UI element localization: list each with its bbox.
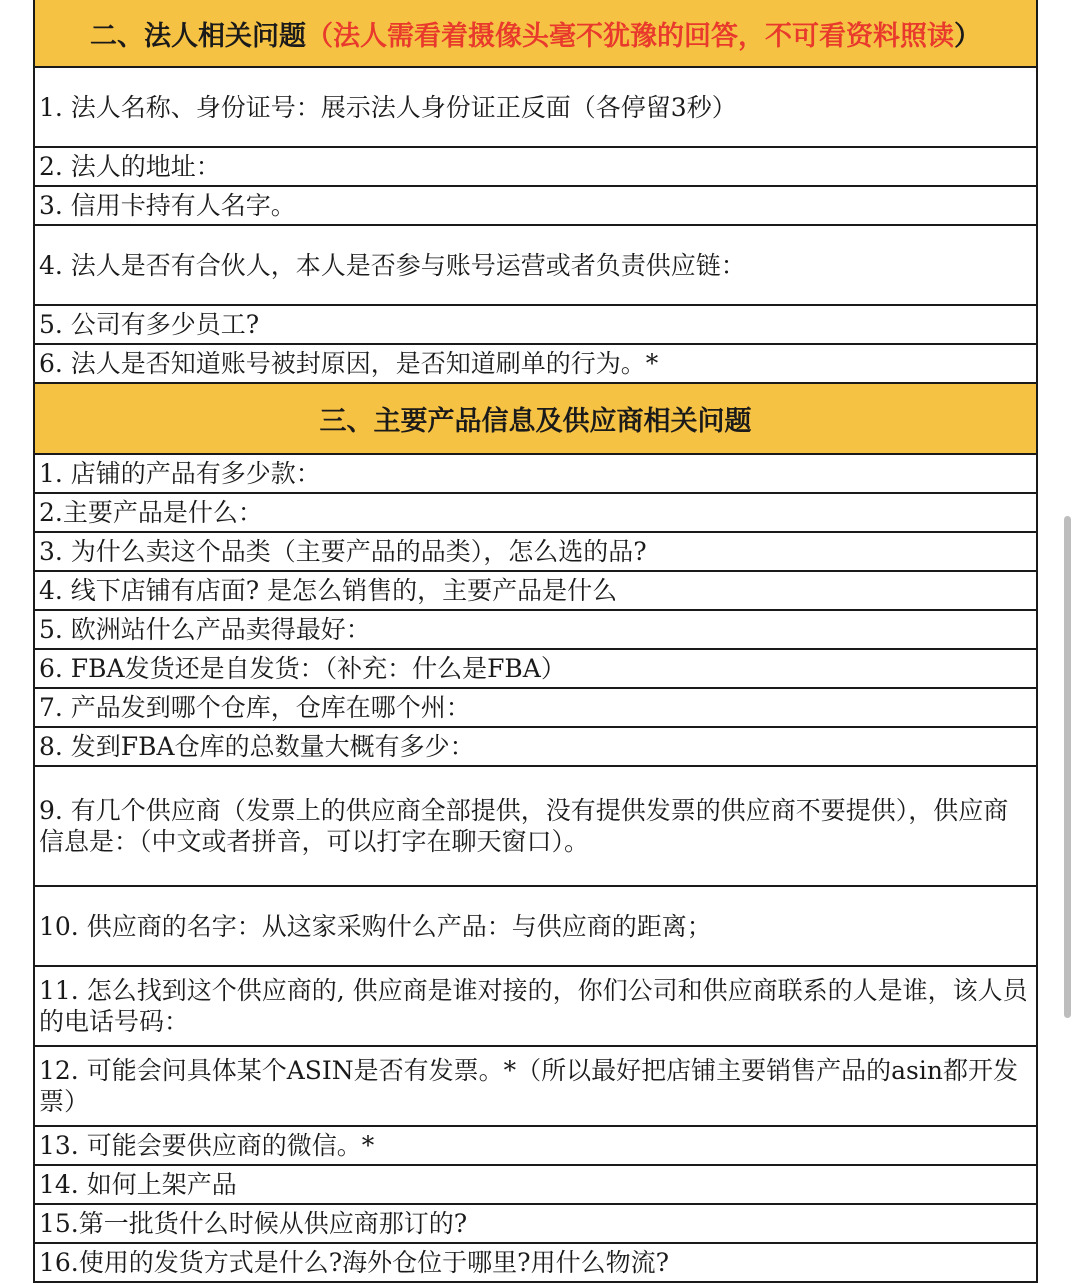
question-row (35, 533, 1036, 572)
question-text: 8. 发到FBA仓库的总数量大概有多少： (39, 732, 475, 761)
question-text: 3. 信用卡持有人名字。 (39, 191, 296, 220)
question-text: 10. 供应商的名字：从这家采购什么产品：与供应商的距离； (39, 911, 712, 941)
question-row (35, 1205, 1036, 1244)
question-text: 12. 可能会问具体某个ASIN是否有发票。*（所以最好把店铺主要销售产品的asin都开发票） (39, 1056, 1018, 1116)
question-row (35, 689, 1036, 728)
question-text: 2. 法人的地址： (39, 152, 221, 181)
question-row (35, 455, 1036, 494)
question-text: 13. 可能会要供应商的微信。* (39, 1131, 375, 1160)
section-3-header (35, 384, 1036, 455)
question-row (35, 767, 1036, 887)
question-row (35, 345, 1036, 384)
question-row (35, 887, 1036, 967)
question-row (35, 1047, 1036, 1127)
question-row (35, 1127, 1036, 1166)
question-text: 3. 为什么卖这个品类（主要产品的品类），怎么选的品? (39, 537, 647, 566)
question-row (35, 226, 1036, 306)
question-text: 4. 线下店铺有店面? 是怎么销售的，主要产品是什么 (39, 576, 618, 605)
section-2-close-paren: ） (954, 20, 981, 52)
section-3-title: 三、主要产品信息及供应商相关问题 (319, 406, 752, 437)
question-row (35, 306, 1036, 345)
question-text: 2.主要产品是什么： (39, 498, 263, 527)
section-2-title: 二、法人相关问题 (90, 20, 306, 52)
question-text: 4. 法人是否有合伙人，本人是否参与账号运营或者负责供应链： (39, 250, 746, 280)
question-row (35, 1166, 1036, 1205)
question-row (35, 494, 1036, 533)
question-text: 6. FBA发货还是自发货：（补充：什么是FBA） (39, 654, 566, 683)
question-row (35, 187, 1036, 226)
question-row (35, 1244, 1036, 1283)
question-row (35, 611, 1036, 650)
question-text: 7. 产品发到哪个仓库，仓库在哪个州： (39, 693, 471, 722)
question-row (35, 572, 1036, 611)
question-text: 5. 公司有多少员工? (39, 310, 260, 339)
question-text: 9. 有几个供应商（发票上的供应商全部提供，没有提供发票的供应商不要提供），供应商信息是：（中文或者拼音，可以打字在聊天窗口）。 (39, 796, 1009, 856)
scrollbar-thumb[interactable] (1064, 516, 1071, 1018)
question-row (35, 148, 1036, 187)
section-2-note: （法人需看着摄像头毫不犹豫的回答，不可看资料照读 (306, 20, 954, 52)
question-row (35, 967, 1036, 1047)
question-text: 11. 怎么找到这个供应商的, 供应商是谁对接的，你们公司和供应商联系的人是谁，该人员的电话号码： (39, 976, 1028, 1036)
question-text: 1. 法人名称、身份证号：展示法人身份证正反面（各停留3秒） (39, 92, 737, 122)
question-text: 5. 欧洲站什么产品卖得最好： (39, 615, 371, 644)
section-2-header (35, 0, 1036, 68)
question-text: 6. 法人是否知道账号被封原因，是否知道刷单的行为。* (39, 349, 659, 378)
question-text: 14. 如何上架产品 (39, 1170, 237, 1199)
question-text: 16.使用的发货方式是什么?海外仓位于哪里?用什么物流? (39, 1248, 669, 1277)
question-text: 15.第一批货什么时候从供应商那订的? (39, 1209, 468, 1238)
question-row (35, 728, 1036, 767)
question-row (35, 650, 1036, 689)
question-text: 1. 店铺的产品有多少款： (39, 459, 321, 488)
questionnaire-table (33, 0, 1038, 1283)
question-row (35, 68, 1036, 148)
